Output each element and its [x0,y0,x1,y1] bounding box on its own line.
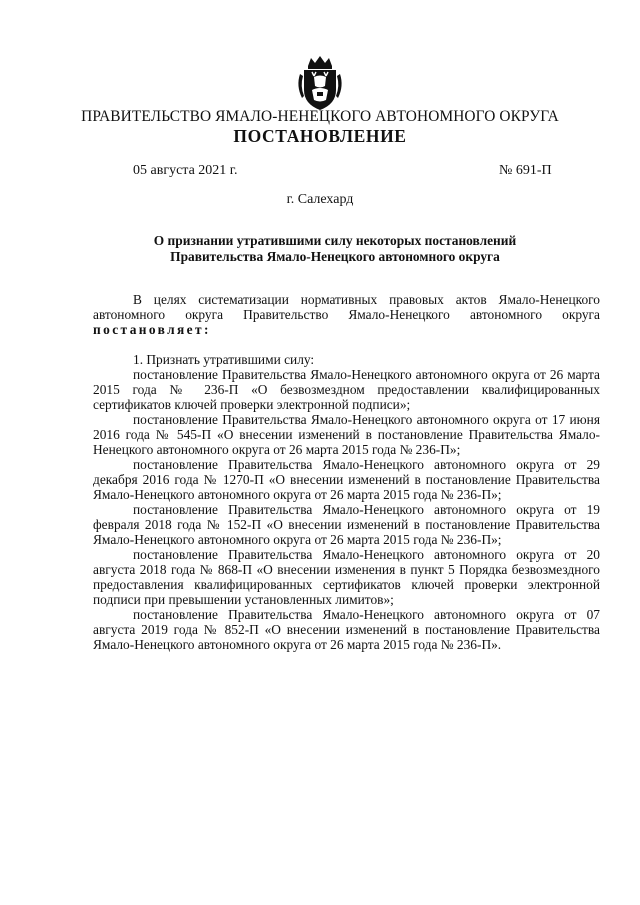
heading-line-1: О признании утратившими силу некоторых постановлений [153,233,517,248]
document-number: № 691-П [499,163,552,178]
preamble [93,292,600,337]
document-type: ПОСТАНОВЛЕНИЕ [233,126,407,146]
heading-line-2: Правительства Ямало-Ненецкого автономного округа [170,249,500,264]
preamble-verb: постановляет: [93,322,211,337]
item-title: 1. Признать утратившими силу: [133,352,315,367]
document-heading [100,233,570,265]
list-item: постановление Правительства Ямало-Ненецкого автономного округа от 29 декабря 2016 года № 1270-П «О внесении изменений в постановление Правительства Ямало-Ненецкого автономного округа от 26 марта 2015 года № 236-П»; [93,457,600,502]
list-item: постановление Правительства Ямало-Ненецкого автономного округа от 20 августа 2018 года № 868-П «О внесении изменения в пункт 5 Порядка безвозмездного предоставления квалифицированных сертификатов ключей проверки электронной подписи при превышении установленных лимитов»; [93,547,600,607]
list-item: постановление Правительства Ямало-Ненецкого автономного округа от 07 августа 2019 года № 852-П «О внесении изменений в постановление Правительства Ямало-Ненецкого автономного округа от 26 марта 2015 года № 236-П». [93,607,600,652]
list-item: постановление Правительства Ямало-Ненецкого автономного округа от 26 марта 2015 года № 236-П «О безвозмездном предоставлении квалифицированных сертификатов ключей проверки электронной подписи»; [93,367,600,412]
government-name: ПРАВИТЕЛЬСТВО ЯМАЛО-НЕНЕЦКОГО АВТОНОМНОГО ОКРУГА [81,108,559,125]
list-item: постановление Правительства Ямало-Ненецкого автономного округа от 19 февраля 2018 года № 152-П «О внесении изменений в постановление Правительства Ямало-Ненецкого автономного округа от 26 марта 2015 года № 236-П»; [93,502,600,547]
yamal-coat-of-arms-icon [290,52,350,112]
document-date: 05 августа 2021 г. [133,163,238,178]
list-item: постановление Правительства Ямало-Ненецкого автономного округа от 17 июня 2016 года № 545-П «О внесении изменений в постановление Правительства Ямало-Ненецкого автономного округа от 26 марта 2015 года № 236-П»; [93,412,600,457]
preamble-text: В целях систематизации нормативных правовых актов Ямало-Ненецкого автономного округа Правительство Ямало-Ненецкого автономного округа [93,292,600,322]
document-body [93,292,600,652]
document-city: г. Салехард [286,192,354,207]
